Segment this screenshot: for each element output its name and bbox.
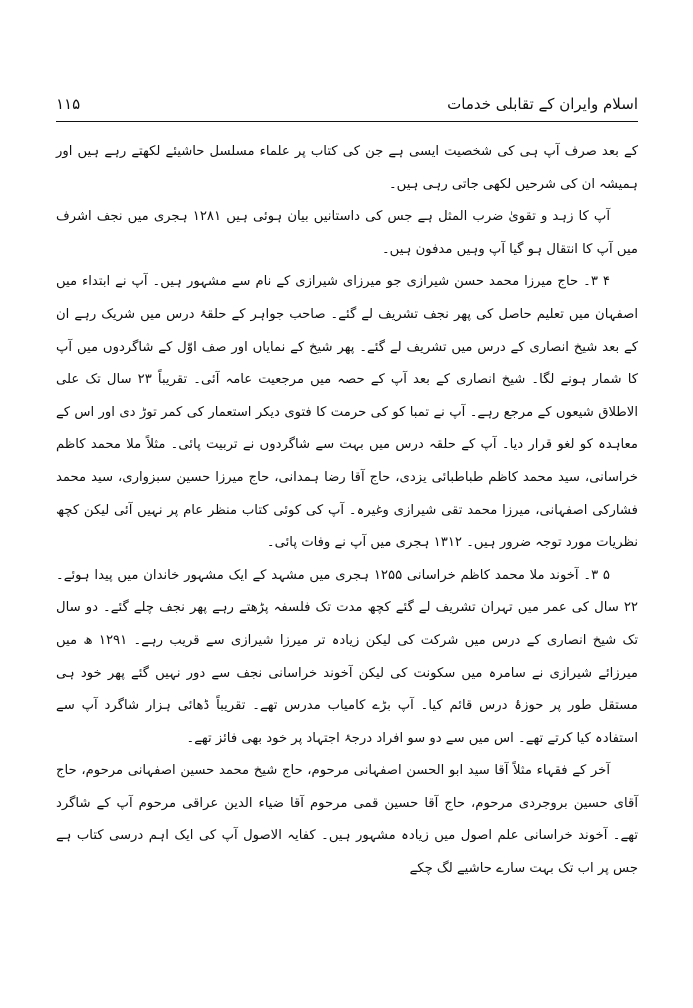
body-text (56, 136, 638, 886)
paragraph-zuhd: آپ کا زہد و تقویٰ ضرب المثل ہے جس کی داستانیں بیان ہوئی ہیں ۱۲۸۱ ہجری میں نجف اشرف میں آپ کا انتقال ہو گیا آپ وہیں مدفون ہیں۔ (56, 209, 638, 257)
header-rule (56, 121, 638, 122)
running-title: اسلام وایران کے تقابلی خدمات (447, 95, 638, 113)
page-number: ۱۱۵ (56, 95, 81, 113)
page-header (56, 92, 638, 118)
paragraph-akhund-khurasani: ۵ ۳۔ آخوند ملا محمد کاظم خراسانی ۱۲۵۵ ہجری میں مشہد کے ایک مشہور خاندان میں پیدا ہوئے۔ ۲۲ سال کی عمر میں تہران تشریف لے گئے کچھ مدت تک فلسفہ پڑھتے رہے پھر نجف چلے گئے۔ دو سال تک شیخ انصاری کے درس میں شرکت کی لیکن زیادہ تر میرزا شیرازی سے قریب رہے۔ ۱۲۹۱ ھ میں میرزائے شیرازی نے سامرہ میں سکونت کی لیکن آخوند خراسانی نجف سے دور نہیں گئے پھر خود ہی مستقل طور پر حوزۂ درس قائم کیا۔ آپ بڑے کامیاب مدرس تھے۔ تقریباً ڈھائی ہزار شاگرد آپ سے استفادہ کیا کرتے تھے۔ اس میں سے دو سو افراد درجۂ اجتہاد پر خود بھی فائز تھے۔ (56, 567, 638, 746)
paragraph-later-jurists: آخر کے فقہاء مثلاً آقا سید ابو الحسن اصفہانی مرحوم، حاج شیخ محمد حسین اصفہانی مرحوم، حاج آقای حسین بروجردی مرحوم، حاج آقا حسین قمی مرحوم آقا ضیاء الدین عراقی مرحوم آپ کے شاگرد تھے۔ آخوند خراسانی علم اصول میں زیادہ مشہور ہیں۔ کفایہ الاصول آپ کی ایک اہم درسی کتاب ہے جس پر اب تک بہت سارے حاشیے لگ چکے (56, 763, 638, 877)
paragraph-mirza-shirazi: ۴ ۳۔ حاج میرزا محمد حسن شیرازی جو میرزای شیرازی کے نام سے مشہور ہیں۔ آپ نے ابتداء میں اصفہان میں تعلیم حاصل کی پھر نجف تشریف لے گئے۔ صاحب جواہر کے حلقۂ درس میں شریک رہے ان کے بعد شیخ انصاری کے درس میں تشریف لے گئے۔ پھر شیخ کے نمایاں اور صف اوّل کے شاگردوں میں آپ کا شمار ہونے لگا۔ شیخ انصاری کے بعد آپ کے حصہ میں مرجعیت عامہ آئی۔ تقریباً ۲۳ سال تک علی الاطلاق شیعوں کے مرجع رہے۔ آپ نے تمبا کو کی حرمت کا فتوی دیکر استعمار کی کمر توڑ دی اور اس کے معاہدہ کو لغو قرار دیا۔ آپ کے حلقہ درس میں بہت سے شاگردوں نے تربیت پائی۔ مثلاً ملا محمد کاظم خراسانی، سید محمد کاظم طباطبائی یزدی، حاج آقا رضا ہمدانی، حاج میرزا حسین سبزواری، سید محمد فشارکی اصفہانی، میرزا محمد تقی شیرازی وغیرہ۔ آپ کی کوئی کتاب منظر عام پر نہیں آئی لیکن کچھ نظریات مورد توجہ ضرور ہیں۔ ۱۳۱۲ ہجری میں آپ نے وفات پائی۔ (56, 274, 638, 551)
paragraph-continuation: کے بعد صرف آپ ہی کی شخصیت ایسی ہے جن کی کتاب پر علماء مسلسل حاشیئے لکھتے رہے ہیں اور ہمیشہ ان کی شرحیں لکھی جاتی رہی ہیں۔ (56, 144, 638, 192)
